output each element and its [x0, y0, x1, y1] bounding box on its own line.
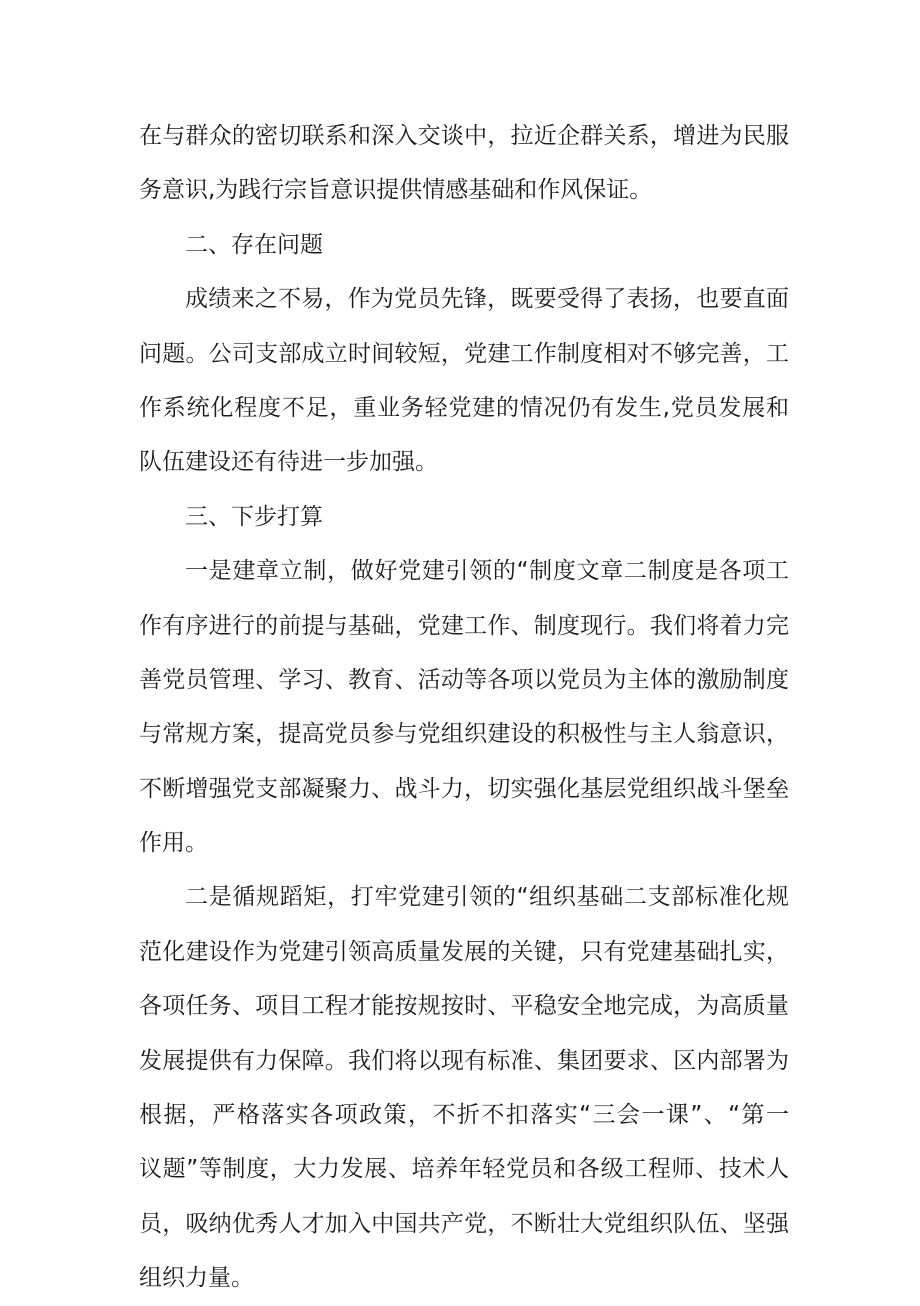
section-heading: 二、存在问题 — [185, 231, 323, 258]
text-line: 与常规方案，提高党员参与党组织建设的积极性与主人翁意识， — [139, 721, 789, 748]
section-heading: 三、下步打算 — [185, 503, 323, 530]
text-line: 不断增强党支部凝聚力、战斗力，切实强化基层党组织战斗堡垒 — [139, 775, 789, 802]
text-line: 根据，严格落实各项政策，不折不扣落实“三会一课”、“第一 — [139, 1102, 789, 1129]
text-line: 在与群众的密切联系和深入交谈中，拉近企群关系，增进为民服 — [139, 123, 789, 149]
text-line: 二是循规蹈矩，打牢党建引领的“组织基础二支部标准化规 — [185, 884, 789, 911]
text-line: 队伍建设还有待进一步加强。 — [139, 449, 438, 476]
text-line: 员，吸纳优秀人才加入中国共产党，不断壮大党组织队伍、坚强 — [139, 1210, 789, 1237]
text-line: 一是建章立制，做好党建引领的“制度文章二制度是各项工 — [185, 558, 789, 585]
text-line: 作系统化程度不足，重业务轻党建的情况仍有发生,党员发展和 — [139, 394, 789, 421]
text-line: 问题。公司支部成立时间较短，党建工作制度相对不够完善，工 — [139, 340, 789, 367]
text-line: 作用。 — [139, 830, 208, 857]
text-line: 成绩来之不易，作为党员先锋，既要受得了表扬，也要直面 — [185, 286, 789, 313]
document-body — [139, 109, 789, 1306]
text-line: 各项任务、项目工程才能按规按时、平稳安全地完成，为高质量 — [139, 993, 789, 1020]
text-line: 作有序进行的前提与基础，党建工作、制度现行。我们将着力完 — [139, 612, 789, 639]
text-line: 议题”等制度，大力发展、培养年轻党员和各级工程师、技术人 — [139, 1156, 789, 1183]
text-line: 范化建设作为党建引领高质量发展的关键，只有党建基础扎实， — [139, 938, 789, 965]
text-line: 发展提供有力保障。我们将以现有标准、集团要求、区内部署为 — [139, 1047, 789, 1074]
text-line: 善党员管理、学习、教育、活动等各项以党员为主体的激励制度 — [139, 666, 789, 693]
text-line: 组织力量。 — [139, 1265, 254, 1292]
text-line: 务意识,为践行宗旨意识提供情感基础和作风保证。 — [139, 177, 653, 204]
